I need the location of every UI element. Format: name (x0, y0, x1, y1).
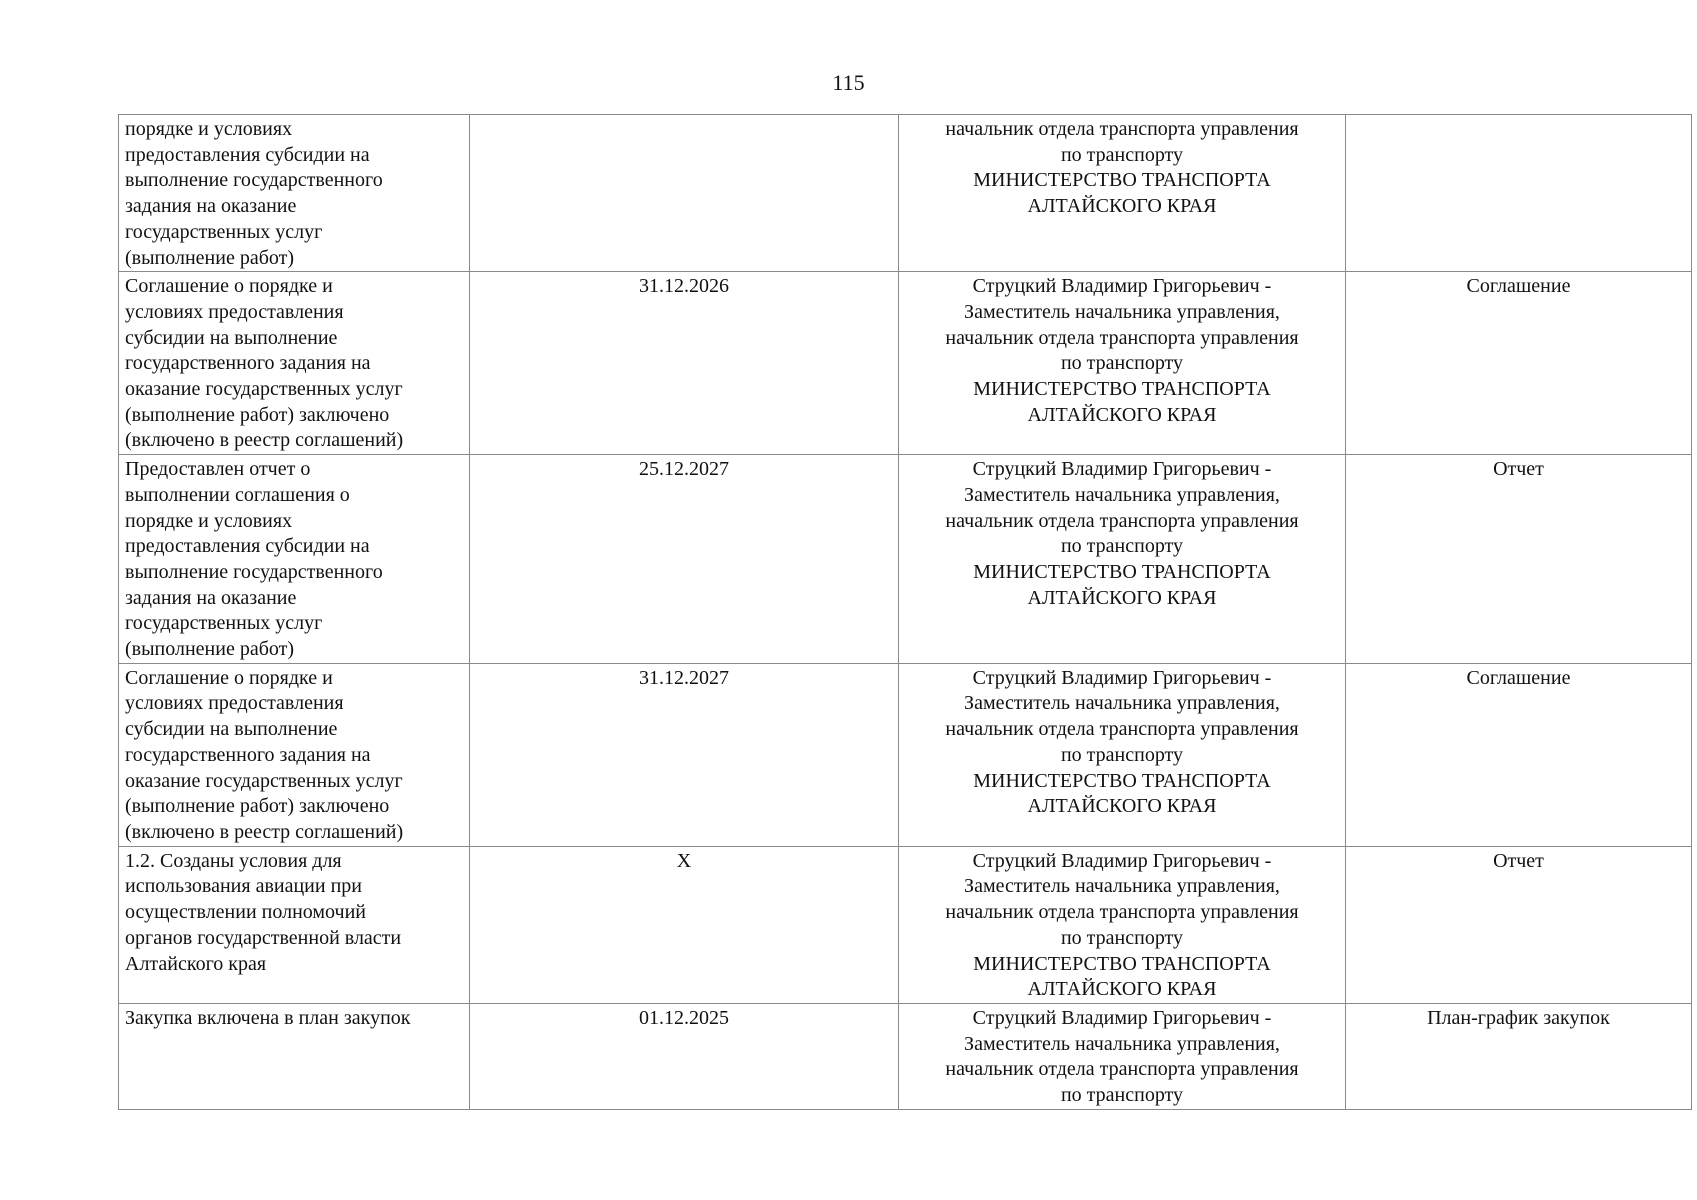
responsible-line: МИНИСТЕРСТВО ТРАНСПОРТА (973, 378, 1271, 401)
event-name-cell (119, 1003, 470, 1109)
deadline-cell (470, 455, 899, 664)
responsible-line: начальник отдела транспорта управления (945, 509, 1299, 532)
event-name-line: Алтайского края (125, 952, 267, 975)
responsible-line: Струцкий Владимир Григорьевич - (972, 666, 1272, 689)
event-name-line: порядке и условиях (125, 509, 293, 532)
responsible-line: МИНИСТЕРСТВО ТРАНСПОРТА (973, 169, 1271, 192)
responsible-cell (899, 663, 1346, 846)
event-name-line: выполнение государственного (125, 169, 383, 192)
document-type: Соглашение (1466, 666, 1571, 689)
responsible-line: АЛТАЙСКОГО КРАЯ (1027, 795, 1217, 818)
responsible-line: АЛТАЙСКОГО КРАЯ (1027, 403, 1217, 426)
document-type: Соглашение (1466, 275, 1571, 298)
responsible-line: Заместитель начальника управления, (964, 483, 1280, 506)
event-name-line: задания на оказание (125, 195, 297, 218)
deadline-cell (470, 1003, 899, 1109)
event-name-line: осуществлении полномочий (125, 901, 366, 924)
event-name-cell (119, 846, 470, 1003)
event-name-cell (119, 663, 470, 846)
document-type: Отчет (1493, 458, 1544, 481)
responsible-cell (899, 846, 1346, 1003)
responsible-line: по транспорту (1060, 1084, 1184, 1107)
table-row (119, 455, 1692, 664)
event-name-line: условиях предоставления (125, 692, 344, 715)
responsible-line: по транспорту (1060, 143, 1184, 166)
event-name-line: предоставления субсидии на (125, 143, 370, 166)
responsible-line: начальник отдела транспорта управления (945, 326, 1299, 349)
event-name-line: задания на оказание (125, 586, 297, 609)
responsible-line: по транспорту (1060, 535, 1184, 558)
table-row (119, 115, 1692, 272)
document-type-cell (1346, 272, 1692, 455)
event-name-line: выполнении соглашения о (125, 483, 350, 506)
event-name-line: использования авиации при (125, 875, 362, 898)
table-row (119, 846, 1692, 1003)
event-name-line: (выполнение работ) заключено (125, 403, 390, 426)
event-name-line: оказание государственных услуг (125, 378, 403, 401)
event-name-line: выполнение государственного (125, 560, 383, 583)
responsible-line: начальник отдела транспорта управления (945, 118, 1299, 140)
table-row (119, 663, 1692, 846)
responsible-line: по транспорту (1060, 926, 1184, 949)
event-name-line: Соглашение о порядке и (125, 666, 333, 689)
document-type-cell (1346, 115, 1692, 272)
deadline-date: 31.12.2027 (639, 666, 729, 689)
event-name-line: (выполнение работ) (125, 246, 295, 269)
document-type-cell (1346, 1003, 1692, 1109)
event-name-line: государственных услуг (125, 612, 323, 635)
responsible-line: Струцкий Владимир Григорьевич - (972, 1006, 1272, 1029)
table-row (119, 272, 1692, 455)
plan-table-body (119, 115, 1692, 1110)
event-name-line: (включено в реестр соглашений) (125, 820, 404, 843)
responsible-cell (899, 455, 1346, 664)
responsible-line: по транспорту (1060, 352, 1184, 375)
responsible-line: Заместитель начальника управления, (964, 692, 1280, 715)
responsible-cell (899, 115, 1346, 272)
responsible-line: начальник отдела транспорта управления (945, 718, 1299, 741)
responsible-line: начальник отдела транспорта управления (945, 901, 1299, 924)
event-name-cell (119, 455, 470, 664)
event-name-line: Предоставлен отчет о (125, 458, 311, 481)
responsible-line: Струцкий Владимир Григорьевич - (972, 275, 1272, 298)
document-type-cell (1346, 663, 1692, 846)
document-type: Отчет (1493, 849, 1544, 872)
table-row (119, 1003, 1692, 1109)
responsible-cell (899, 272, 1346, 455)
event-name-line: Закупка включена в план закупок (125, 1006, 411, 1029)
responsible-line: Струцкий Владимир Григорьевич - (972, 458, 1272, 481)
responsible-line: МИНИСТЕРСТВО ТРАНСПОРТА (973, 560, 1271, 583)
event-name-line: предоставления субсидии на (125, 535, 370, 558)
responsible-line: начальник отдела транспорта управления (945, 1058, 1299, 1081)
event-name-line: порядке и условиях (125, 118, 293, 140)
event-name-cell (119, 115, 470, 272)
responsible-line: Струцкий Владимир Григорьевич - (972, 849, 1272, 872)
plan-table (118, 114, 1692, 1110)
event-name-line: Соглашение о порядке и (125, 275, 333, 298)
event-name-line: государственного задания на (125, 352, 371, 375)
event-name-line: (выполнение работ) (125, 638, 295, 661)
document-type-cell (1346, 846, 1692, 1003)
responsible-line: Заместитель начальника управления, (964, 875, 1280, 898)
responsible-line: по транспорту (1060, 743, 1184, 766)
responsible-line: АЛТАЙСКОГО КРАЯ (1027, 586, 1217, 609)
deadline-cell (470, 846, 899, 1003)
responsible-line: МИНИСТЕРСТВО ТРАНСПОРТА (973, 952, 1271, 975)
event-name-line: субсидии на выполнение (125, 326, 338, 349)
event-name-line: государственных услуг (125, 220, 323, 243)
event-name-line: (выполнение работ) заключено (125, 795, 390, 818)
event-name-cell (119, 272, 470, 455)
responsible-line: Заместитель начальника управления, (964, 1032, 1280, 1055)
deadline-cell (470, 272, 899, 455)
deadline-cell (470, 663, 899, 846)
event-name-line: органов государственной власти (125, 926, 402, 949)
deadline-date: 25.12.2027 (639, 458, 729, 481)
event-name-line: государственного задания на (125, 743, 371, 766)
responsible-line: АЛТАЙСКОГО КРАЯ (1027, 978, 1217, 1001)
event-name-line: субсидии на выполнение (125, 718, 338, 741)
deadline-date: 01.12.2025 (639, 1006, 729, 1029)
page-number: 115 (832, 70, 865, 95)
responsible-line: МИНИСТЕРСТВО ТРАНСПОРТА (973, 769, 1271, 792)
event-name-line: условиях предоставления (125, 300, 344, 323)
responsible-cell (899, 1003, 1346, 1109)
event-name-line: оказание государственных услуг (125, 769, 403, 792)
deadline-date: 31.12.2026 (639, 275, 729, 298)
event-name-line: 1.2. Созданы условия для (125, 849, 342, 872)
responsible-line: Заместитель начальника управления, (964, 300, 1280, 323)
event-name-line: (включено в реестр соглашений) (125, 429, 404, 452)
deadline-cell (470, 115, 899, 272)
responsible-line: АЛТАЙСКОГО КРАЯ (1027, 195, 1217, 218)
deadline-date: X (676, 849, 692, 872)
document-type: План-график закупок (1427, 1006, 1610, 1029)
document-type-cell (1346, 455, 1692, 664)
